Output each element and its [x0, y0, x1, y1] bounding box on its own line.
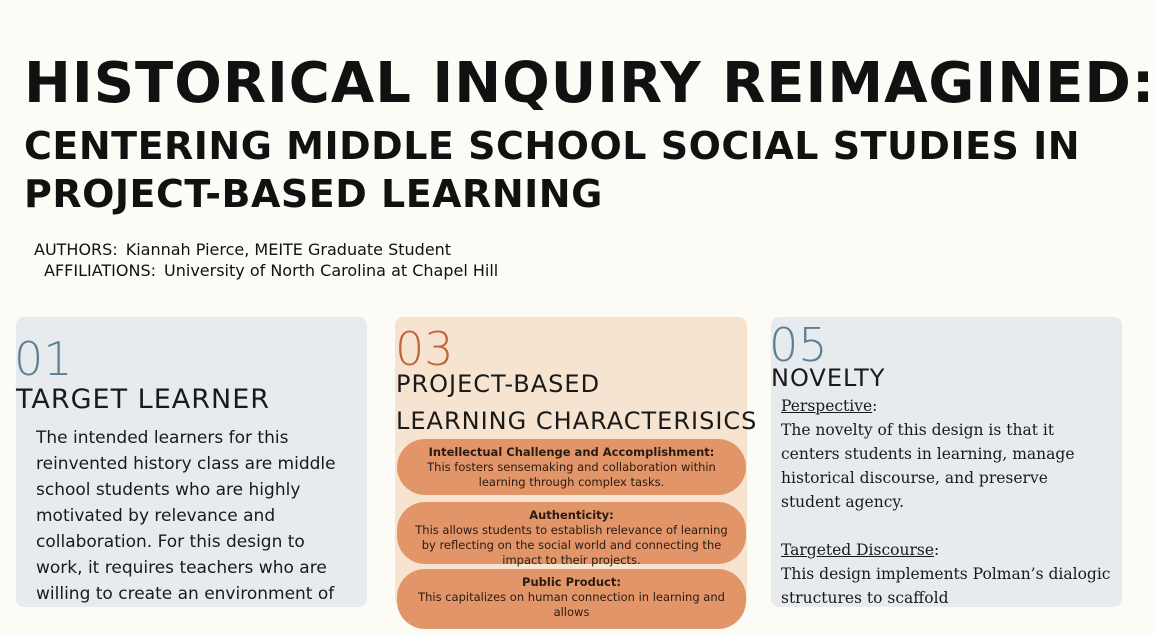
discourse-text: This design implements Polman’s dialogic structures to scaffold — [781, 565, 1111, 607]
characteristic-text: This capitalizes on human connection in learning and allows — [418, 590, 725, 619]
affiliations-line — [44, 261, 498, 280]
authors-line — [34, 240, 451, 259]
section-heading — [396, 366, 757, 440]
novelty-card — [771, 317, 1122, 607]
section-number: 05 — [769, 318, 828, 372]
pbl-characteristics-card — [395, 317, 758, 619]
characteristic-title: Intellectual Challenge and Accomplishment: — [428, 445, 715, 459]
section-body: The intended learners for this reinvented history class are middle school students who are highly motivated by relevance and collaboration. For this design to work, it requires teachers who are willing to create an environment of — [36, 428, 336, 604]
characteristic-text: This allows students to establish relevance of learning by reflecting on the social world and connecting the impact to their projects. — [415, 523, 728, 567]
section-number: 01 — [14, 332, 73, 386]
section-heading: NOVELTY — [771, 364, 886, 392]
heading-line-2: LEARNING CHARACTERISICS — [396, 407, 758, 435]
characteristic-pill — [397, 502, 746, 567]
poster-subtitle: CENTERING MIDDLE SCHOOL SOCIAL STUDIES IN PROJECT-BASED LEARNING — [24, 124, 1081, 216]
section-heading: TARGET LEARNER — [16, 384, 271, 415]
target-learner-card — [16, 317, 367, 607]
characteristic-title: Public Product: — [522, 575, 621, 589]
heading-line-1: PROJECT-BASED — [396, 370, 601, 398]
section-body: Perspective: The novelty of this design is that it centers students in learning, manage historical discourse, and preserve student agency. Targeted Discourse: This design implements Polman’s dialogic structures to scaffold — [781, 394, 1111, 634]
characteristic-pill — [397, 439, 746, 495]
perspective-label: Perspective — [781, 397, 873, 415]
characteristic-title: Authenticity: — [529, 508, 614, 522]
characteristic-pill — [397, 569, 746, 629]
authors-label: AUTHORS: — [34, 240, 118, 259]
poster-title: HISTORICAL INQUIRY REIMAGINED: — [24, 51, 1155, 116]
characteristic-text: This fosters sensemaking and collaboration within learning through complex tasks. — [427, 460, 716, 489]
section-number: 03 — [395, 322, 454, 376]
affiliations-label: AFFILIATIONS: — [44, 261, 157, 280]
affiliations-value: University of North Carolina at Chapel Hill — [164, 261, 499, 280]
discourse-label: Targeted Discourse — [781, 541, 935, 559]
authors-value: Kiannah Pierce, MEITE Graduate Student — [125, 240, 452, 259]
perspective-text: The novelty of this design is that it centers students in learning, manage historical discourse, and preserve student agency. — [781, 421, 1075, 511]
